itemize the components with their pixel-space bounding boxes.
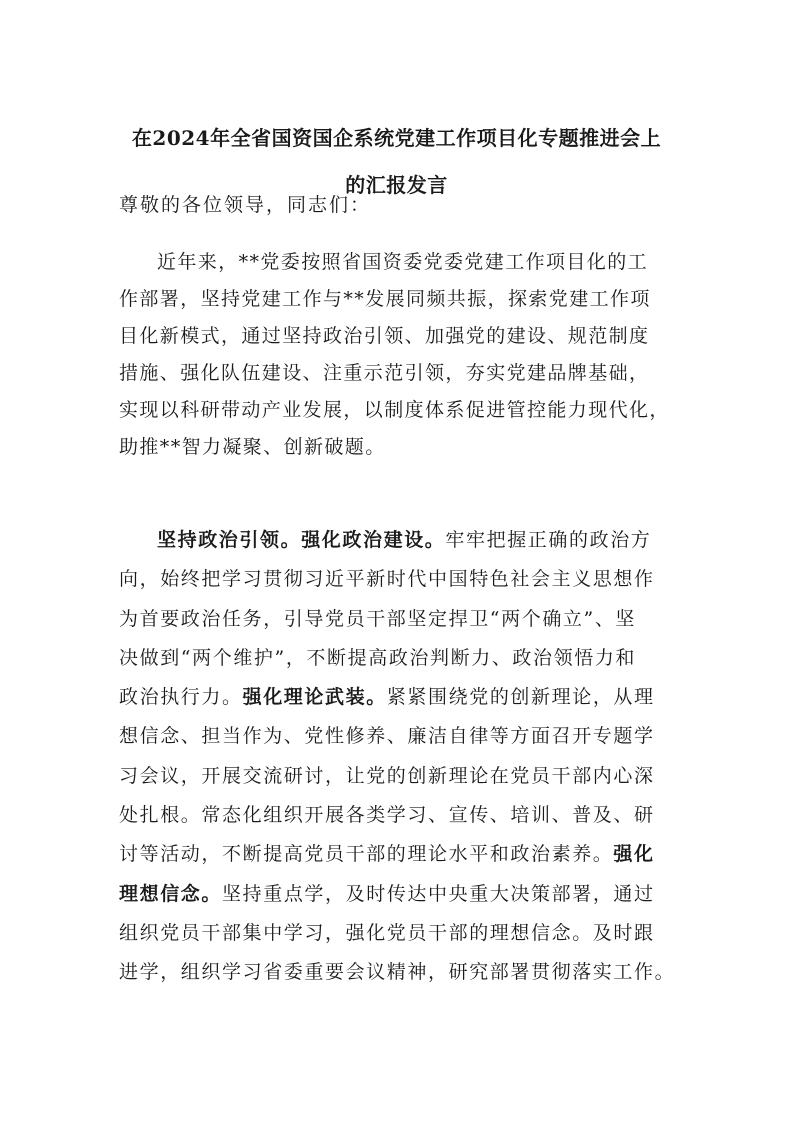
paragraph-line: 近年来，**党委按照省国资委党委党建工作项目化的工: [157, 251, 649, 273]
paragraph-line: 决做到“两个维护”，不断提高政治判断力、政治领悟力和: [119, 646, 637, 669]
paragraph-line: [119, 835, 689, 874]
paragraph-line: 组织党员干部集中学习，强化党员干部的理想信念。及时跟: [119, 921, 655, 944]
line-text: 坚持重点学，及时传达中央重大决策部署，通过: [222, 882, 655, 905]
document-title-line-2: 的汇报发言: [345, 173, 448, 197]
subheading-ideals-part2: 理想信念。: [119, 882, 223, 905]
subheading-theory: 强化理论武装。: [242, 686, 387, 709]
document-title-line-1: 在2024年全省国资国企系统党建工作项目化专题推进会上: [131, 126, 662, 150]
paragraph-line: 想信念、担当作为、党性修养、廉洁自律等方面召开专题学: [119, 725, 655, 748]
paragraph-line: [119, 875, 689, 914]
paragraph-line: 作部署，坚持党建工作与**发展同频共振，探索党建工作项: [119, 288, 651, 310]
paragraph-line: 向，始终把学习贯彻习近平新时代中国特色社会主义思想作: [119, 568, 655, 591]
paragraph-political-leadership: [119, 521, 689, 993]
paragraph-line: 助推**智力凝聚、创新破题。: [119, 436, 386, 458]
subheading-ideals-part1: 强化: [613, 843, 655, 866]
paragraph-intro: [119, 244, 689, 466]
line-text: 政治执行力。: [119, 686, 243, 709]
paragraph-line: 措施、强化队伍建设、注重示范引领，夯实党建品牌基础，: [119, 362, 650, 384]
paragraph-line: [119, 521, 689, 560]
paragraph-line: 处扎根。常态化组织开展各类学习、宣传、培训、普及、研: [119, 804, 655, 827]
paragraph-line: [119, 678, 689, 717]
line-text: 紧紧围绕党的创新理论，从理: [386, 686, 655, 709]
section-heading: 坚持政治引领。强化政治建设。: [157, 529, 446, 551]
line-text: 讨等活动，不断提高党员干部的理论水平和政治素养。: [119, 843, 614, 866]
paragraph-line: 进学，组织学习省委重要会议精神，研究部署贯彻落实工作。: [119, 961, 676, 984]
paragraph-line: 目化新模式，通过坚持政治引领、加强党的建设、规范制度: [119, 325, 650, 347]
paragraph-line: 习会议，开展交流研讨，让党的创新理论在党员干部内心深: [119, 764, 655, 787]
line-text: 牢牢把握正确的政治方: [445, 529, 652, 551]
paragraph-line: 为首要政治任务，引导党员干部坚定捍卫“两个确立”、坚: [119, 607, 637, 630]
greeting: 尊敬的各位领导，同志们：: [119, 194, 372, 216]
paragraph-line: 实现以科研带动产业发展，以制度体系促进管控能力现代化，: [119, 399, 670, 421]
